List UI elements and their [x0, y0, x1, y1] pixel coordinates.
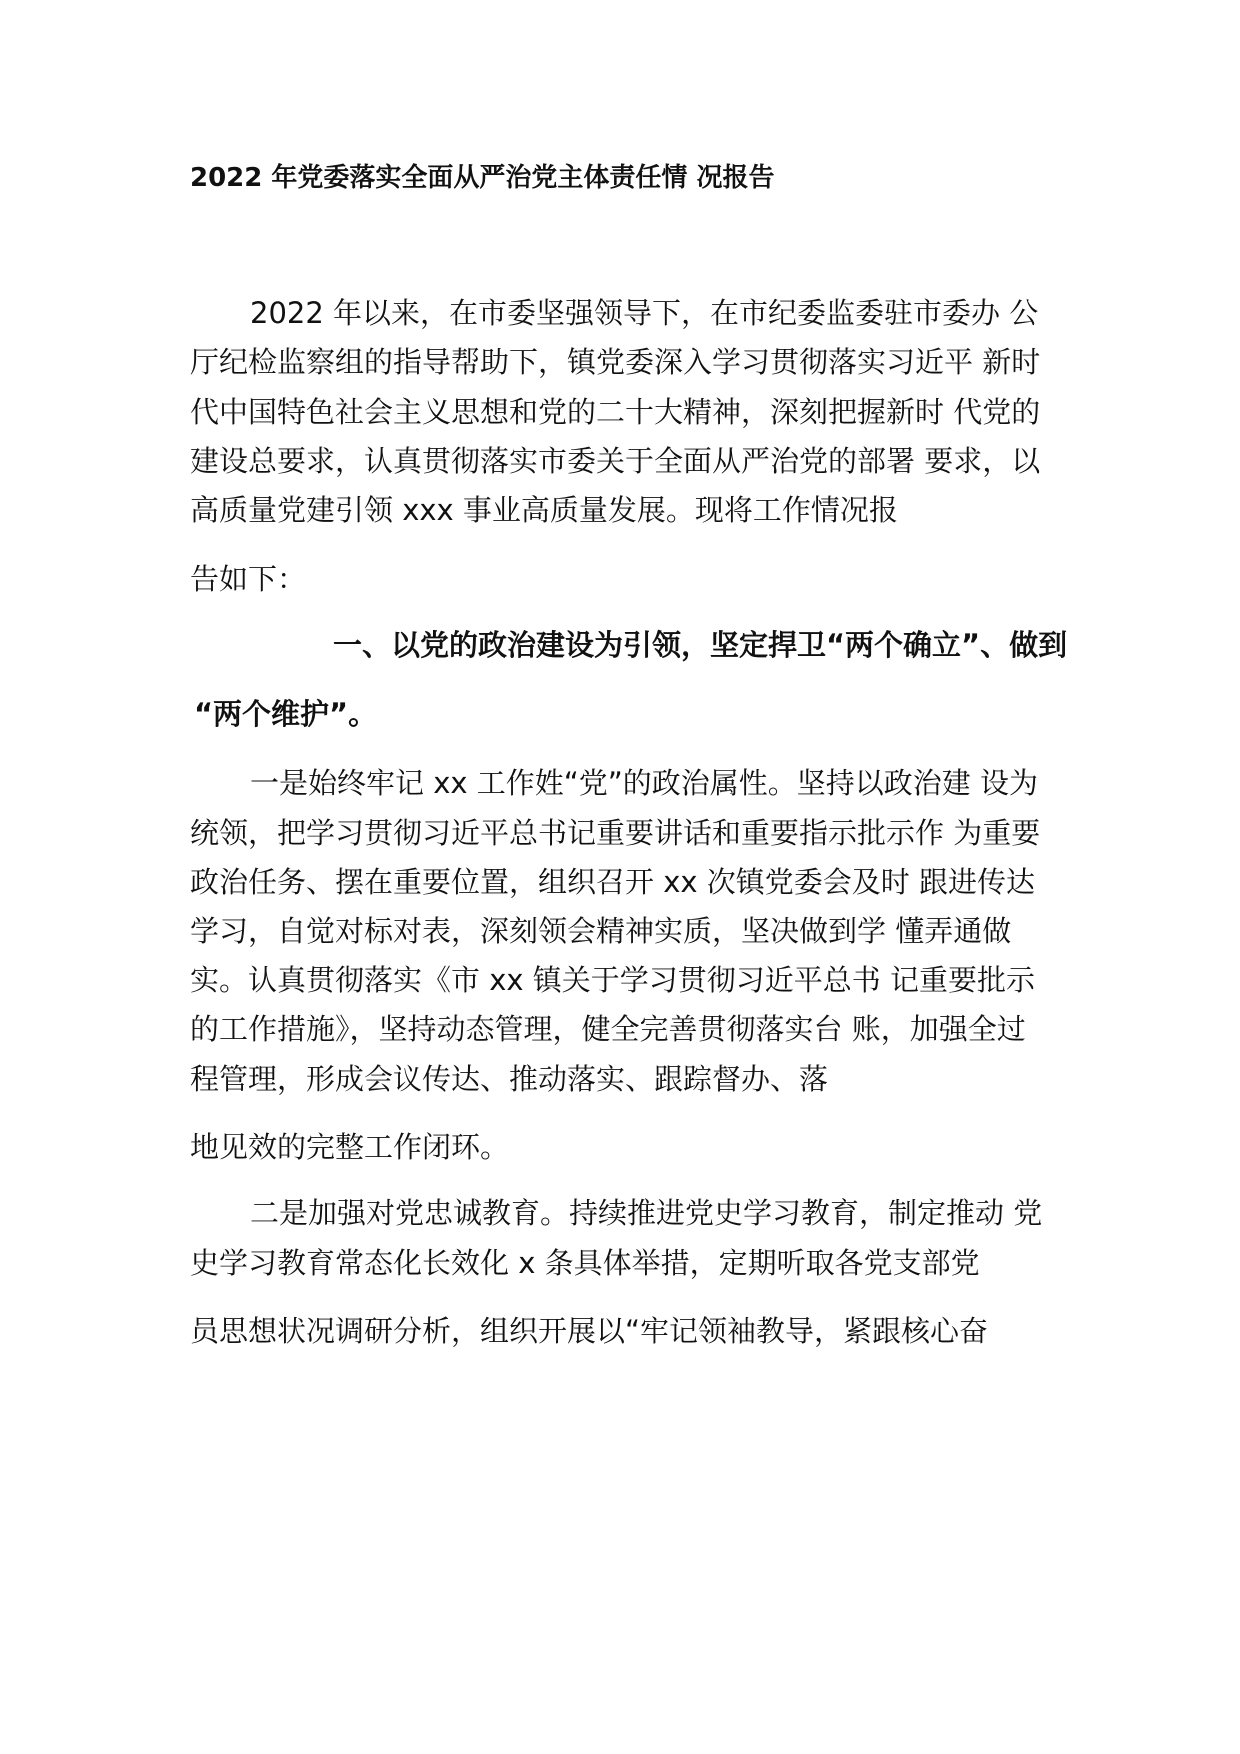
paragraph-line: 统领，把学习贯彻习近平总书记重要讲话和重要指示批示作 为重要: [190, 816, 1041, 850]
paragraph-line: 政治任务、摆在重要位置，组织召开 xx 次镇党委会及时 跟进传达: [190, 865, 1035, 899]
section-heading: “两个维护”。: [194, 697, 378, 731]
paragraph-line: 程管理，形成会议传达、推动落实、跟踪督办、落: [190, 1062, 829, 1096]
paragraph-line: 地见效的完整工作闭环。: [190, 1130, 510, 1164]
paragraph-line: 史学习教育常态化长效化 x 条具体举措，定期听取各党支部党: [190, 1246, 980, 1280]
paragraph-line: 二是加强对党忠诚教育。持续推进党史学习教育，制定推动 党: [250, 1196, 1043, 1230]
paragraph-line: 一是始终牢记 xx 工作姓“党”的政治属性。坚持以政治建 设为: [250, 766, 1039, 800]
paragraph-line: 实。认真贯彻落实《市 xx 镇关于学习贯彻习近平总书 记重要批示: [190, 963, 1035, 997]
paragraph-line: 员思想状况调研分析，组织开展以“牢记领袖教导，紧跟核心奋: [190, 1314, 989, 1348]
paragraph-line: 的工作措施》，坚持动态管理，健全完善贯彻落实台 账，加强全过: [190, 1012, 1026, 1046]
paragraph-line: 建设总要求，认真贯彻落实市委关于全面从严治党的部署 要求，以: [190, 444, 1041, 478]
paragraph-line: 告如下：: [190, 562, 307, 596]
paragraph-line: 高质量党建引领 xxx 事业高质量发展。现将工作情况报: [190, 493, 898, 527]
paragraph-line: 厅纪检监察组的指导帮助下，镇党委深入学习贯彻落实习近平 新时: [190, 345, 1041, 379]
paragraph-line: 2022 年以来，在市委坚强领导下，在市纪委监委驻市委办 公: [250, 296, 1039, 330]
document-title: 2022 年党委落实全面从严治党主体责任情 况报告: [190, 163, 775, 193]
paragraph-line: 学习，自觉对标对表，深刻领会精神实质，坚决做到学 懂弄通做: [190, 914, 1012, 948]
paragraph-line: 代中国特色社会主义思想和党的二十大精神，深刻把握新时 代党的: [190, 395, 1041, 429]
section-heading: 一、以党的政治建设为引领，坚定捍卫“两个确立”、做到: [333, 628, 1068, 662]
